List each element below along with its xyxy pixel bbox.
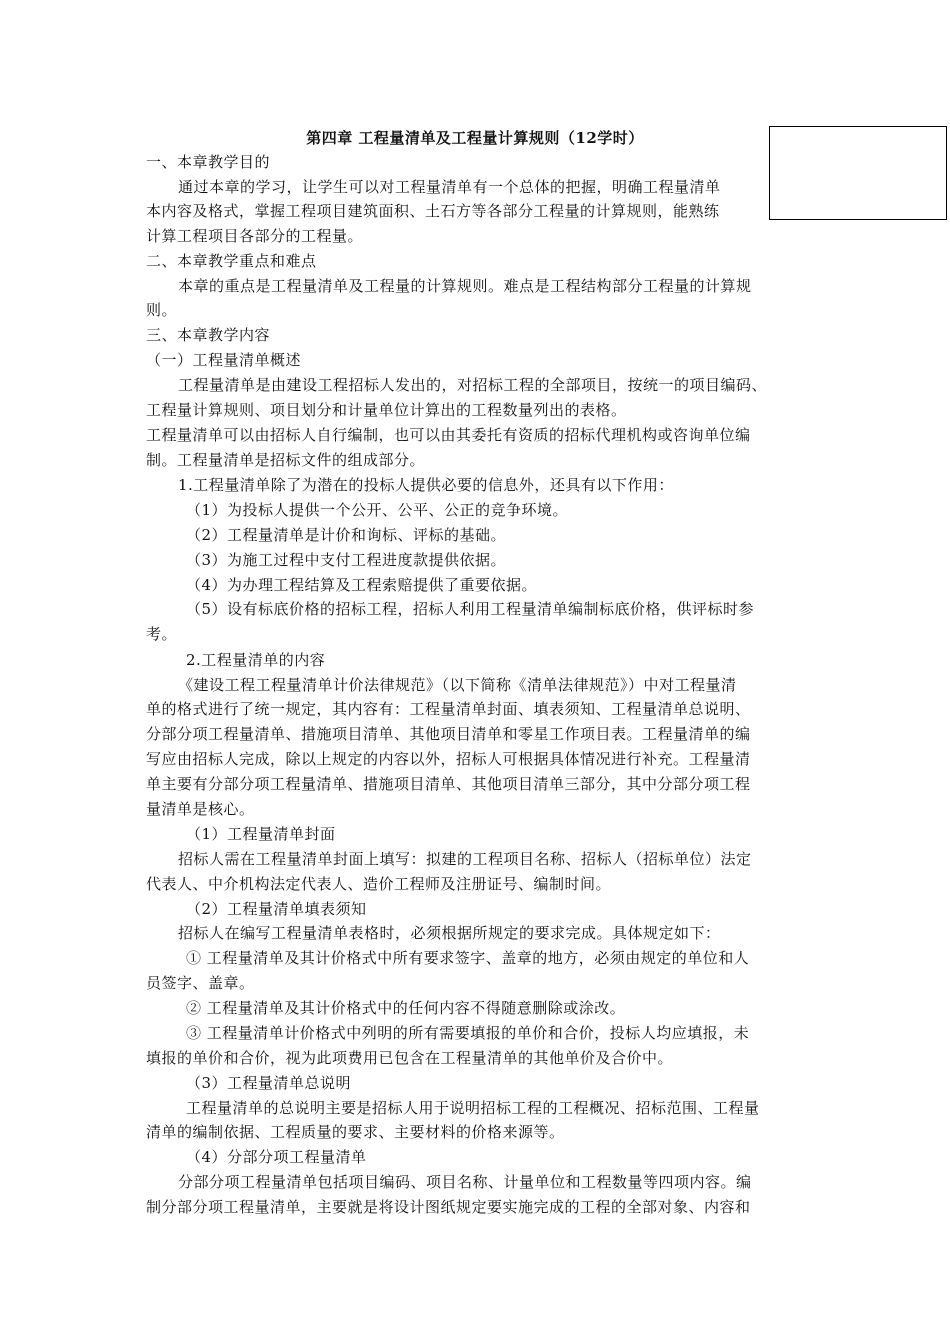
text-line: 计算工程项目各部分的工程量。 [146,227,364,245]
text-line: （1）为投标人提供一个公开、公平、公正的竞争环境。 [186,501,569,519]
text-line: 招标人需在工程量清单封面上填写：拟建的工程项目名称、招标人（招标单位）法定 [178,850,752,868]
text-line: （5）设有标底价格的招标工程，招标人利用工程量清单编制标底价格，供评标时参 [186,600,755,618]
text-line: （1）工程量清单封面 [186,825,336,843]
text-line: 填报的单价和合价，视为此项费用已包含在工程量清单的其他单价及合价中。 [146,1049,674,1067]
text-line: 二、本章教学重点和难点 [146,252,317,270]
text-line: 工程量清单可以由招标人自行编制，也可以由其委托有资质的招标代理机构或咨询单位编 [146,426,751,444]
text-line: ② 工程量清单及其计价格式中的任何内容不得随意删除或涂改。 [186,999,626,1017]
text-line: 写应由招标人完成，除以上规定的内容以外，招标人可根据具体情况进行补充。工程量清 [146,750,751,768]
text-line: 制。工程量清单是招标文件的组成部分。 [146,451,426,469]
text-line: 三、本章教学内容 [146,326,271,344]
chapter-title: 第四章 工程量清单及工程量计算规则（12学时） [306,129,644,147]
text-line: （一）工程量清单概述 [146,351,302,369]
text-line: （3）工程量清单总说明 [186,1074,352,1092]
text-line: （2）工程量清单填表须知 [186,900,367,918]
text-line: ③ 工程量清单计价格式中列明的所有需要填报的单价和合价，投标人均应填报，未 [186,1024,750,1042]
corner-box [769,126,947,220]
text-line: 《建设工程工程量清单计价法律规范》（以下简称《清单法律规范》）中对工程量清 [178,676,737,694]
text-line: （4）分部分项工程量清单 [186,1148,367,1166]
text-line: 员签字、盖章。 [146,974,255,992]
text-line: 单的格式进行了统一规定，其内容有：工程量清单封面、填表须知、工程量清单总说明、 [146,700,751,718]
text-line: 则。 [146,301,178,319]
text-line: 量清单是核心。 [146,800,255,818]
text-line: 招标人在编写工程量清单表格时，必须根据所规定的要求完成。具体规定如下： [178,924,721,942]
text-line: 制分部分项工程量清单，主要就是将设计图纸规定要实施完成的工程的全部对象、内容和 [146,1198,751,1216]
text-line: 代表人、中介机构法定代表人、造价工程师及注册证号、编制时间。 [146,875,612,893]
text-line: 通过本章的学习，让学生可以对工程量清单有一个总体的把握，明确工程量清单 [178,178,721,196]
text-line: 一、本章教学目的 [146,153,271,171]
text-line: （4）为办理工程结算及工程索赔提供了重要依据。 [186,576,538,594]
text-line: （3）为施工过程中支付工程进度款提供依据。 [186,551,507,569]
text-line: 工程量清单是由建设工程招标人发出的，对招标工程的全部项目，按统一的项目编码、 [178,376,768,394]
text-line: （2）工程量清单是计价和询标、评标的基础。 [186,526,507,544]
text-line: 工程量清单的总说明主要是招标人用于说明招标工程的工程概况、招标范围、工程量 [186,1099,760,1117]
text-line: ① 工程量清单及其计价格式中所有要求签字、盖章的地方，必须由规定的单位和人 [186,949,750,967]
text-line: 单主要有分部分项工程量清单、措施项目清单、其他项目清单三部分，其中分部分项工程 [146,775,751,793]
text-line: 2.工程量清单的内容 [186,651,326,669]
text-line: 1.工程量清单除了为潜在的投标人提供必要的信息外，还具有以下作用： [178,476,674,494]
text-line: 清单的编制依据、工程质量的要求、主要材料的价格来源等。 [146,1123,565,1141]
text-line: 本章的重点是工程量清单及工程量的计算规则。难点是工程结构部分工程量的计算规 [178,277,752,295]
text-line: 分部分项工程量清单包括项目编码、项目名称、计量单位和工程数量等四项内容。编 [178,1173,752,1191]
text-line: 工程量计算规则、项目划分和计量单位计算出的工程数量列出的表格。 [146,401,627,419]
text-line: 考。 [146,625,178,643]
text-line: 本内容及格式，掌握工程项目建筑面积、土石方等各部分工程量的计算规则，能熟练 [146,202,720,220]
text-line: 分部分项工程量清单、措施项目清单、其他项目清单和零星工作项目表。工程量清单的编 [146,725,751,743]
